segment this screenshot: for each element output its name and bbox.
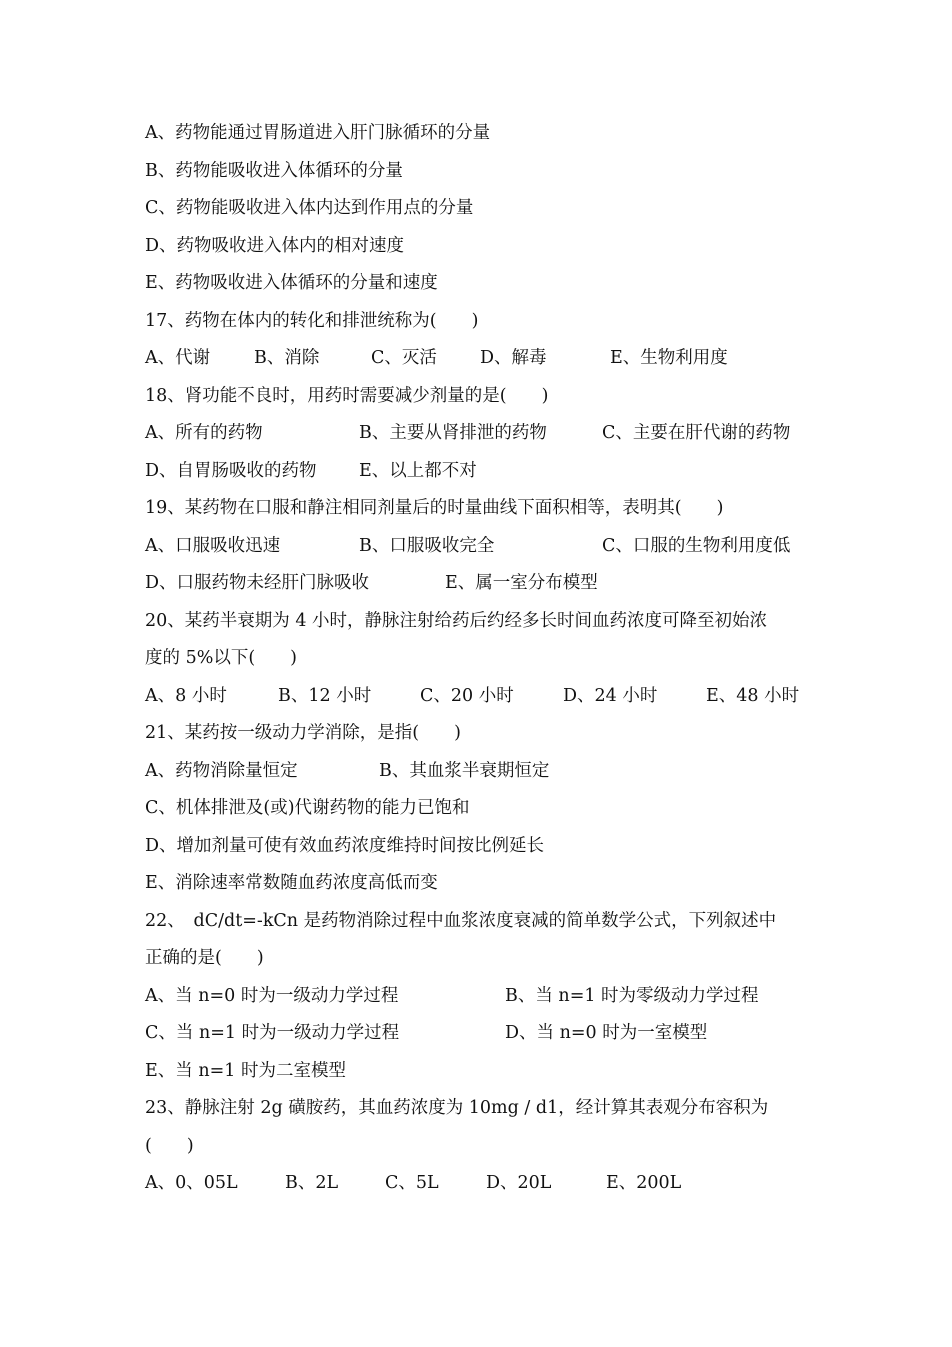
q17-stem: 17、药物在体内的转化和排泄统称为( ) xyxy=(145,311,479,331)
q23-option-e: E、200L xyxy=(606,1173,682,1193)
q17-option-e: E、生物利用度 xyxy=(610,348,728,368)
q21-option-c: C、机体排泄及(或)代谢药物的能力已饱和 xyxy=(145,798,470,818)
q19-stem: 19、某药物在口服和静注相同剂量后的时量曲线下面积相等，表明其( ) xyxy=(145,498,724,518)
q20-option-a: A、8 小时 xyxy=(145,686,227,706)
q22-option-e: E、当 n=1 时为二室模型 xyxy=(145,1061,346,1081)
q19-option-a: A、口服吸收迅速 xyxy=(145,536,281,556)
q19-option-b: B、口服吸收完全 xyxy=(359,536,495,556)
q16-option-d: D、药物吸收进入体内的相对速度 xyxy=(145,236,405,256)
q20-option-d: D、24 小时 xyxy=(563,686,658,706)
q18-stem: 18、肾功能不良时，用药时需要减少剂量的是( ) xyxy=(145,386,549,406)
q20-stem-line1: 20、某药半衰期为 4 小时，静脉注射给药后约经多长时间血药浓度可降至初始浓 xyxy=(145,611,768,631)
q16-option-e: E、药物吸收进入体循环的分量和速度 xyxy=(145,273,438,293)
q21-option-d: D、增加剂量可使有效血药浓度维持时间按比例延长 xyxy=(145,836,545,856)
q18-option-e: E、以上都不对 xyxy=(359,461,477,481)
q18-option-d: D、自胃肠吸收的药物 xyxy=(145,461,317,481)
q20-option-b: B、12 小时 xyxy=(278,686,372,706)
q17-option-d: D、解毒 xyxy=(480,348,547,368)
q21-option-a: A、药物消除量恒定 xyxy=(145,761,298,781)
q21-option-e: E、消除速率常数随血药浓度高低而变 xyxy=(145,873,438,893)
q16-option-c: C、药物能吸收进入体内达到作用点的分量 xyxy=(145,198,474,218)
q17-option-a: A、代谢 xyxy=(145,348,211,368)
q23-option-a: A、0、05L xyxy=(145,1173,238,1193)
q22-option-d: D、当 n=0 时为一室模型 xyxy=(505,1023,708,1043)
q20-stem-line2: 度的 5%以下( ) xyxy=(145,648,297,668)
q23-option-b: B、2L xyxy=(285,1173,339,1193)
q18-option-a: A、所有的药物 xyxy=(145,423,263,443)
q20-option-e: E、48 小时 xyxy=(706,686,800,706)
q23-option-c: C、5L xyxy=(385,1173,439,1193)
q23-stem-line1: 23、静脉注射 2g 磺胺药，其血药浓度为 10mg / d1，经计算其表观分布容积为 xyxy=(145,1098,769,1118)
q19-option-e: E、属一室分布模型 xyxy=(445,573,598,593)
q17-option-b: B、消除 xyxy=(254,348,320,368)
q17-option-c: C、灭活 xyxy=(371,348,437,368)
q22-stem-line1: 22、 dC/dt=-kCn 是药物消除过程中血浆浓度衰减的简单数学公式，下列叙述中 xyxy=(145,911,777,931)
q23-option-d: D、20L xyxy=(486,1173,552,1193)
q19-option-c: C、口服的生物利用度低 xyxy=(602,536,791,556)
q18-option-c: C、主要在肝代谢的药物 xyxy=(602,423,791,443)
q18-option-b: B、主要从肾排泄的药物 xyxy=(359,423,547,443)
q22-stem-line2: 正确的是( ) xyxy=(145,948,264,968)
q23-stem-line2: ( ) xyxy=(145,1136,194,1156)
q16-option-b: B、药物能吸收进入体循环的分量 xyxy=(145,161,403,181)
q19-option-d: D、口服药物未经肝门脉吸收 xyxy=(145,573,370,593)
q21-stem: 21、某药按一级动力学消除，是指( ) xyxy=(145,723,461,743)
q16-option-a: A、药物能通过胃肠道进入肝门脉循环的分量 xyxy=(145,123,491,143)
q20-option-c: C、20 小时 xyxy=(420,686,514,706)
q21-option-b: B、其血浆半衰期恒定 xyxy=(379,761,550,781)
q22-option-a: A、当 n=0 时为一级动力学过程 xyxy=(145,986,399,1006)
q22-option-b: B、当 n=1 时为零级动力学过程 xyxy=(505,986,759,1006)
q22-option-c: C、当 n=1 时为一级动力学过程 xyxy=(145,1023,400,1043)
